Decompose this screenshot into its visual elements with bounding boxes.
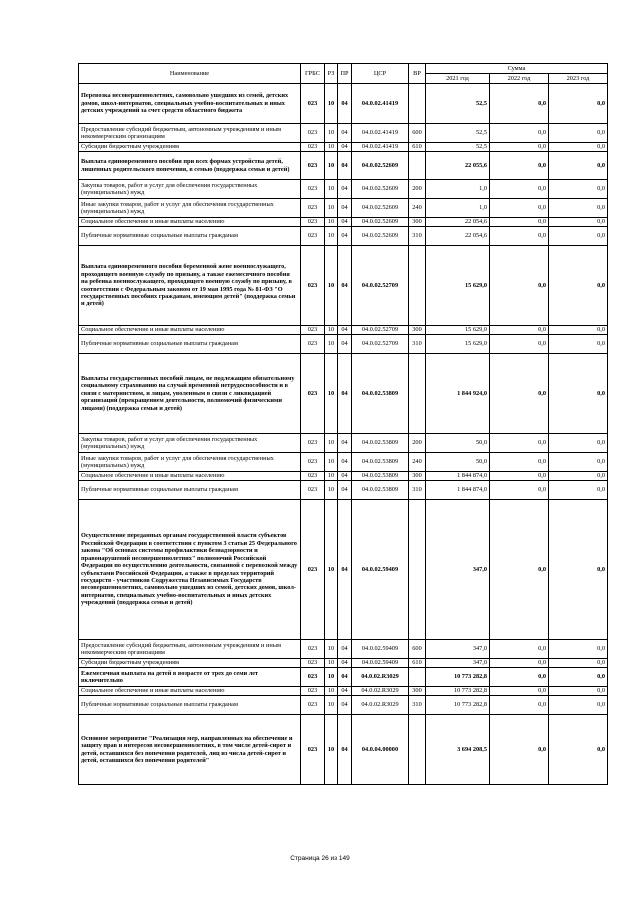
row-rz: 10 bbox=[325, 124, 338, 143]
row-csr: 04.0.02.53809 bbox=[352, 453, 409, 472]
table-row bbox=[79, 472, 608, 481]
row-vr: 310 bbox=[409, 696, 426, 715]
row-rz: 10 bbox=[325, 687, 338, 696]
row-vr: 200 bbox=[409, 180, 426, 199]
table-row bbox=[79, 143, 608, 152]
row-name: Ежемесячная выплата на детей в возрасте от трех до семи лет включительно bbox=[79, 668, 301, 687]
header-vr: ВР bbox=[409, 64, 426, 84]
row-csr: 04.0.02.52709 bbox=[352, 335, 409, 354]
row-name: Социальное обеспечение и иные выплаты населению bbox=[79, 472, 301, 481]
row-vr: 610 bbox=[409, 143, 426, 152]
row-sum-2021: 22 055,6 bbox=[426, 152, 490, 180]
table-row bbox=[79, 640, 608, 659]
row-sum-2023: 0,0 bbox=[549, 180, 608, 199]
row-sum-2023: 0,0 bbox=[549, 434, 608, 453]
row-pr: 04 bbox=[338, 472, 352, 481]
row-name: Публичные нормативные социальные выплаты гражданам bbox=[79, 335, 301, 354]
row-pr: 04 bbox=[338, 434, 352, 453]
row-rz: 10 bbox=[325, 152, 338, 180]
row-vr bbox=[409, 84, 426, 124]
row-vr bbox=[409, 246, 426, 326]
row-pr: 04 bbox=[338, 696, 352, 715]
header-grbs: ГРБС bbox=[301, 64, 325, 84]
row-grbs: 023 bbox=[301, 227, 325, 246]
row-csr: 04.0.02.52609 bbox=[352, 199, 409, 218]
row-grbs: 023 bbox=[301, 84, 325, 124]
row-sum-2021: 1,0 bbox=[426, 180, 490, 199]
row-sum-2023: 0,0 bbox=[549, 152, 608, 180]
row-vr: 300 bbox=[409, 687, 426, 696]
row-vr: 240 bbox=[409, 453, 426, 472]
row-sum-2023: 0,0 bbox=[549, 453, 608, 472]
row-sum-2021: 50,0 bbox=[426, 434, 490, 453]
table-header bbox=[79, 64, 608, 84]
row-grbs: 023 bbox=[301, 668, 325, 687]
row-pr: 04 bbox=[338, 687, 352, 696]
table-row bbox=[79, 152, 608, 180]
row-sum-2022: 0,0 bbox=[490, 659, 549, 668]
table-row bbox=[79, 218, 608, 227]
row-vr bbox=[409, 668, 426, 687]
row-csr: 04.0.02.52609 bbox=[352, 227, 409, 246]
row-rz: 10 bbox=[325, 659, 338, 668]
row-vr bbox=[409, 354, 426, 434]
row-sum-2023: 0,0 bbox=[549, 354, 608, 434]
row-sum-2022: 0,0 bbox=[490, 124, 549, 143]
row-csr: 04.0.02.59409 bbox=[352, 500, 409, 640]
row-vr: 300 bbox=[409, 218, 426, 227]
row-vr bbox=[409, 715, 426, 785]
row-name: Закупка товаров, работ и услуг для обеспечения государственных (муниципальных) нужд bbox=[79, 180, 301, 199]
row-name: Субсидии бюджетным учреждениям bbox=[79, 659, 301, 668]
header-csr: ЦСР bbox=[352, 64, 409, 84]
row-csr: 04.0.02.52709 bbox=[352, 246, 409, 326]
row-name: Социальное обеспечение и иные выплаты населению bbox=[79, 326, 301, 335]
row-pr: 04 bbox=[338, 500, 352, 640]
row-rz: 10 bbox=[325, 434, 338, 453]
row-vr bbox=[409, 152, 426, 180]
table-row bbox=[79, 434, 608, 453]
row-vr: 600 bbox=[409, 640, 426, 659]
row-rz: 10 bbox=[325, 715, 338, 785]
table-row bbox=[79, 227, 608, 246]
row-name: Социальное обеспечение и иные выплаты населению bbox=[79, 687, 301, 696]
row-vr: 310 bbox=[409, 335, 426, 354]
row-pr: 04 bbox=[338, 218, 352, 227]
row-pr: 04 bbox=[338, 124, 352, 143]
row-vr bbox=[409, 500, 426, 640]
row-rz: 10 bbox=[325, 246, 338, 326]
row-grbs: 023 bbox=[301, 687, 325, 696]
row-sum-2021: 1 844 924,0 bbox=[426, 354, 490, 434]
row-name: Публичные нормативные социальные выплаты гражданам bbox=[79, 696, 301, 715]
row-csr: 04.0.02.53809 bbox=[352, 354, 409, 434]
row-rz: 10 bbox=[325, 218, 338, 227]
row-rz: 10 bbox=[325, 453, 338, 472]
table-row bbox=[79, 481, 608, 500]
row-sum-2022: 0,0 bbox=[490, 246, 549, 326]
page-number: Страница 26 из 149 bbox=[290, 855, 350, 862]
row-sum-2021: 52,5 bbox=[426, 124, 490, 143]
row-sum-2022: 0,0 bbox=[490, 687, 549, 696]
row-name: Выплата единовременного пособия беременной жене военнослужащего, проходящего военную службу по призыву, а также ежемесячного пособия на ребенка военнослужащего, проходящего военную службу по призыву, в соответствии с Федеральным законом от 19 мая 1995 года № 81-ФЗ "О государственных пособиях гражданам, имеющим детей" (поддержка семьи и детей) bbox=[79, 246, 301, 326]
row-grbs: 023 bbox=[301, 659, 325, 668]
row-csr: 04.0.02.41419 bbox=[352, 143, 409, 152]
row-pr: 04 bbox=[338, 326, 352, 335]
row-pr: 04 bbox=[338, 354, 352, 434]
row-sum-2022: 0,0 bbox=[490, 218, 549, 227]
row-pr: 04 bbox=[338, 668, 352, 687]
table-row bbox=[79, 326, 608, 335]
row-grbs: 023 bbox=[301, 124, 325, 143]
row-vr: 310 bbox=[409, 227, 426, 246]
row-grbs: 023 bbox=[301, 199, 325, 218]
row-rz: 10 bbox=[325, 227, 338, 246]
row-sum-2023: 0,0 bbox=[549, 218, 608, 227]
row-vr: 610 bbox=[409, 659, 426, 668]
row-sum-2023: 0,0 bbox=[549, 326, 608, 335]
row-pr: 04 bbox=[338, 335, 352, 354]
row-name: Иные закупки товаров, работ и услуг для обеспечения государственных (муниципальных) нужд bbox=[79, 199, 301, 218]
row-sum-2022: 0,0 bbox=[490, 500, 549, 640]
row-name: Закупка товаров, работ и услуг для обеспечения государственных (муниципальных) нужд bbox=[79, 434, 301, 453]
row-sum-2023: 0,0 bbox=[549, 84, 608, 124]
row-csr: 04.0.02.53809 bbox=[352, 472, 409, 481]
row-csr: 04.0.04.00000 bbox=[352, 715, 409, 785]
row-grbs: 023 bbox=[301, 143, 325, 152]
row-rz: 10 bbox=[325, 500, 338, 640]
row-sum-2023: 0,0 bbox=[549, 246, 608, 326]
row-sum-2023: 0,0 bbox=[549, 481, 608, 500]
row-sum-2021: 22 054,6 bbox=[426, 227, 490, 246]
row-pr: 04 bbox=[338, 246, 352, 326]
row-pr: 04 bbox=[338, 640, 352, 659]
row-pr: 04 bbox=[338, 84, 352, 124]
budget-table-container bbox=[78, 63, 607, 785]
row-sum-2023: 0,0 bbox=[549, 696, 608, 715]
row-grbs: 023 bbox=[301, 640, 325, 659]
row-pr: 04 bbox=[338, 199, 352, 218]
row-sum-2021: 1 844 874,0 bbox=[426, 472, 490, 481]
row-sum-2023: 0,0 bbox=[549, 715, 608, 785]
row-csr: 04.0.02.52609 bbox=[352, 180, 409, 199]
table-row bbox=[79, 84, 608, 124]
row-vr: 300 bbox=[409, 472, 426, 481]
row-sum-2022: 0,0 bbox=[490, 143, 549, 152]
table-body bbox=[79, 84, 608, 785]
row-name: Основное мероприятие "Реализация мер, направленных на обеспечение и защиту прав и интересов несовершеннолетних, в том числе детей-сирот и детей, оставшихся без попечения родителей, лиц из числа детей-сирот и детей, оставшихся без попечения родителей" bbox=[79, 715, 301, 785]
row-grbs: 023 bbox=[301, 434, 325, 453]
table-row bbox=[79, 500, 608, 640]
row-csr: 04.0.02.53809 bbox=[352, 434, 409, 453]
table-row bbox=[79, 668, 608, 687]
row-sum-2022: 0,0 bbox=[490, 434, 549, 453]
row-sum-2022: 0,0 bbox=[490, 668, 549, 687]
row-sum-2022: 0,0 bbox=[490, 335, 549, 354]
row-sum-2022: 0,0 bbox=[490, 481, 549, 500]
table-row bbox=[79, 659, 608, 668]
row-grbs: 023 bbox=[301, 246, 325, 326]
row-vr: 310 bbox=[409, 481, 426, 500]
row-sum-2022: 0,0 bbox=[490, 199, 549, 218]
row-csr: 04.0.02.59409 bbox=[352, 640, 409, 659]
row-sum-2023: 0,0 bbox=[549, 659, 608, 668]
row-name: Публичные нормативные социальные выплаты гражданам bbox=[79, 481, 301, 500]
table-row bbox=[79, 124, 608, 143]
row-name: Предоставление субсидий бюджетным, автономным учреждениям и иным некоммерческим организациям bbox=[79, 124, 301, 143]
row-sum-2021: 50,0 bbox=[426, 453, 490, 472]
row-grbs: 023 bbox=[301, 472, 325, 481]
row-pr: 04 bbox=[338, 152, 352, 180]
row-pr: 04 bbox=[338, 453, 352, 472]
row-pr: 04 bbox=[338, 715, 352, 785]
row-grbs: 023 bbox=[301, 354, 325, 434]
row-csr: 04.0.02.53809 bbox=[352, 481, 409, 500]
row-rz: 10 bbox=[325, 472, 338, 481]
row-grbs: 023 bbox=[301, 500, 325, 640]
row-sum-2022: 0,0 bbox=[490, 227, 549, 246]
row-pr: 04 bbox=[338, 143, 352, 152]
row-csr: 04.0.02.R3029 bbox=[352, 696, 409, 715]
row-sum-2023: 0,0 bbox=[549, 640, 608, 659]
table-row bbox=[79, 246, 608, 326]
row-sum-2022: 0,0 bbox=[490, 354, 549, 434]
row-sum-2023: 0,0 bbox=[549, 124, 608, 143]
row-sum-2021: 10 773 282,8 bbox=[426, 687, 490, 696]
row-grbs: 023 bbox=[301, 696, 325, 715]
row-csr: 04.0.02.59409 bbox=[352, 659, 409, 668]
row-sum-2021: 15 629,0 bbox=[426, 326, 490, 335]
row-name: Субсидии бюджетным учреждениям bbox=[79, 143, 301, 152]
row-sum-2021: 347,0 bbox=[426, 500, 490, 640]
row-pr: 04 bbox=[338, 481, 352, 500]
budget-table bbox=[78, 63, 608, 785]
row-csr: 04.0.02.R3029 bbox=[352, 687, 409, 696]
table-row bbox=[79, 715, 608, 785]
row-name: Иные закупки товаров, работ и услуг для обеспечения государственных (муниципальных) нужд bbox=[79, 453, 301, 472]
row-sum-2022: 0,0 bbox=[490, 453, 549, 472]
table-row bbox=[79, 687, 608, 696]
row-name: Выплата единовременного пособия при всех формах устройства детей, лишенных родительского попечения, в семью (поддержка семьи и детей) bbox=[79, 152, 301, 180]
header-year-2022: 2022 год bbox=[490, 74, 549, 84]
row-grbs: 023 bbox=[301, 335, 325, 354]
row-rz: 10 bbox=[325, 354, 338, 434]
row-sum-2023: 0,0 bbox=[549, 335, 608, 354]
row-sum-2022: 0,0 bbox=[490, 180, 549, 199]
header-rz: РЗ bbox=[325, 64, 338, 84]
row-sum-2021: 347,0 bbox=[426, 640, 490, 659]
table-row bbox=[79, 335, 608, 354]
row-pr: 04 bbox=[338, 180, 352, 199]
table-row bbox=[79, 453, 608, 472]
row-rz: 10 bbox=[325, 180, 338, 199]
row-name: Перевозка несовершеннолетних, самовольно ушедших из семей, детских домов, школ-интернатов, специальных учебно-воспитательных и иных детских учреждений за счет средств областного бюджета bbox=[79, 84, 301, 124]
row-sum-2022: 0,0 bbox=[490, 472, 549, 481]
row-sum-2021: 3 694 208,5 bbox=[426, 715, 490, 785]
row-rz: 10 bbox=[325, 326, 338, 335]
row-sum-2022: 0,0 bbox=[490, 640, 549, 659]
row-grbs: 023 bbox=[301, 453, 325, 472]
row-sum-2021: 10 773 282,8 bbox=[426, 696, 490, 715]
row-csr: 04.0.02.52609 bbox=[352, 152, 409, 180]
row-name: Предоставление субсидий бюджетным, автономным учреждениям и иным некоммерческим организациям bbox=[79, 640, 301, 659]
row-csr: 04.0.02.52709 bbox=[352, 326, 409, 335]
row-rz: 10 bbox=[325, 199, 338, 218]
row-sum-2023: 0,0 bbox=[549, 199, 608, 218]
row-grbs: 023 bbox=[301, 481, 325, 500]
header-sum: Сумма bbox=[426, 64, 608, 74]
header-name: Наименование bbox=[79, 64, 301, 84]
row-sum-2023: 0,0 bbox=[549, 472, 608, 481]
row-grbs: 023 bbox=[301, 218, 325, 227]
row-sum-2023: 0,0 bbox=[549, 668, 608, 687]
row-sum-2021: 347,0 bbox=[426, 659, 490, 668]
row-sum-2021: 15 629,0 bbox=[426, 246, 490, 326]
table-row bbox=[79, 180, 608, 199]
row-name: Социальное обеспечение и иные выплаты населению bbox=[79, 218, 301, 227]
row-rz: 10 bbox=[325, 640, 338, 659]
row-vr: 200 bbox=[409, 434, 426, 453]
row-sum-2023: 0,0 bbox=[549, 227, 608, 246]
row-vr: 300 bbox=[409, 326, 426, 335]
row-sum-2023: 0,0 bbox=[549, 143, 608, 152]
row-sum-2022: 0,0 bbox=[490, 696, 549, 715]
row-name: Публичные нормативные социальные выплаты гражданам bbox=[79, 227, 301, 246]
header-pr: ПР bbox=[338, 64, 352, 84]
row-sum-2023: 0,0 bbox=[549, 500, 608, 640]
row-rz: 10 bbox=[325, 696, 338, 715]
row-grbs: 023 bbox=[301, 715, 325, 785]
row-sum-2022: 0,0 bbox=[490, 326, 549, 335]
row-sum-2021: 1 844 874,0 bbox=[426, 481, 490, 500]
row-grbs: 023 bbox=[301, 152, 325, 180]
row-grbs: 023 bbox=[301, 326, 325, 335]
row-sum-2022: 0,0 bbox=[490, 715, 549, 785]
row-sum-2021: 52,5 bbox=[426, 84, 490, 124]
row-name: Осуществление переданных органам государственной власти субъектов Российской Федерации в соответствии с пунктом 3 статьи 25 Федерального закона "Об основах системы профилактики безнадзорности и правонарушений несовершеннолетних" полномочий Российской Федерации по осуществлению деятельности, связанной с перевозкой между субъектами Российской Федерации, а также в пределах территорий государств - участников Содружества Независимых Государств несовершеннолетних, самовольно ушедших из семей, детских домов, школ-интернатов, специальных учебно-воспитательных и иных детских учреждений (поддержка семьи и детей) bbox=[79, 500, 301, 640]
row-vr: 600 bbox=[409, 124, 426, 143]
row-sum-2021: 52,5 bbox=[426, 143, 490, 152]
table-row bbox=[79, 696, 608, 715]
row-csr: 04.0.02.52609 bbox=[352, 218, 409, 227]
row-rz: 10 bbox=[325, 143, 338, 152]
header-year-2023: 2023 год bbox=[549, 74, 608, 84]
row-sum-2021: 15 629,0 bbox=[426, 335, 490, 354]
row-sum-2021: 1,0 bbox=[426, 199, 490, 218]
row-csr: 04.0.02.41419 bbox=[352, 84, 409, 124]
row-sum-2023: 0,0 bbox=[549, 687, 608, 696]
row-csr: 04.0.02.R3029 bbox=[352, 668, 409, 687]
row-rz: 10 bbox=[325, 335, 338, 354]
table-row bbox=[79, 199, 608, 218]
row-sum-2021: 10 773 282,8 bbox=[426, 668, 490, 687]
row-rz: 10 bbox=[325, 481, 338, 500]
row-grbs: 023 bbox=[301, 180, 325, 199]
row-pr: 04 bbox=[338, 227, 352, 246]
row-rz: 10 bbox=[325, 668, 338, 687]
row-rz: 10 bbox=[325, 84, 338, 124]
header-year-2021: 2021 год bbox=[426, 74, 490, 84]
row-name: Выплаты государственных пособий лицам, не подлежащим обязательному социальному страхованию на случай временной нетрудоспособности и в связи с материнством, и лицам, уволенным в связи с ликвидацией организаций (прекращением деятельности, полномочий физическими лицами) (поддержка семьи и детей) bbox=[79, 354, 301, 434]
row-sum-2022: 0,0 bbox=[490, 84, 549, 124]
row-sum-2021: 22 054,6 bbox=[426, 218, 490, 227]
table-row bbox=[79, 354, 608, 434]
row-sum-2022: 0,0 bbox=[490, 152, 549, 180]
row-csr: 04.0.02.41419 bbox=[352, 124, 409, 143]
row-vr: 240 bbox=[409, 199, 426, 218]
row-pr: 04 bbox=[338, 659, 352, 668]
